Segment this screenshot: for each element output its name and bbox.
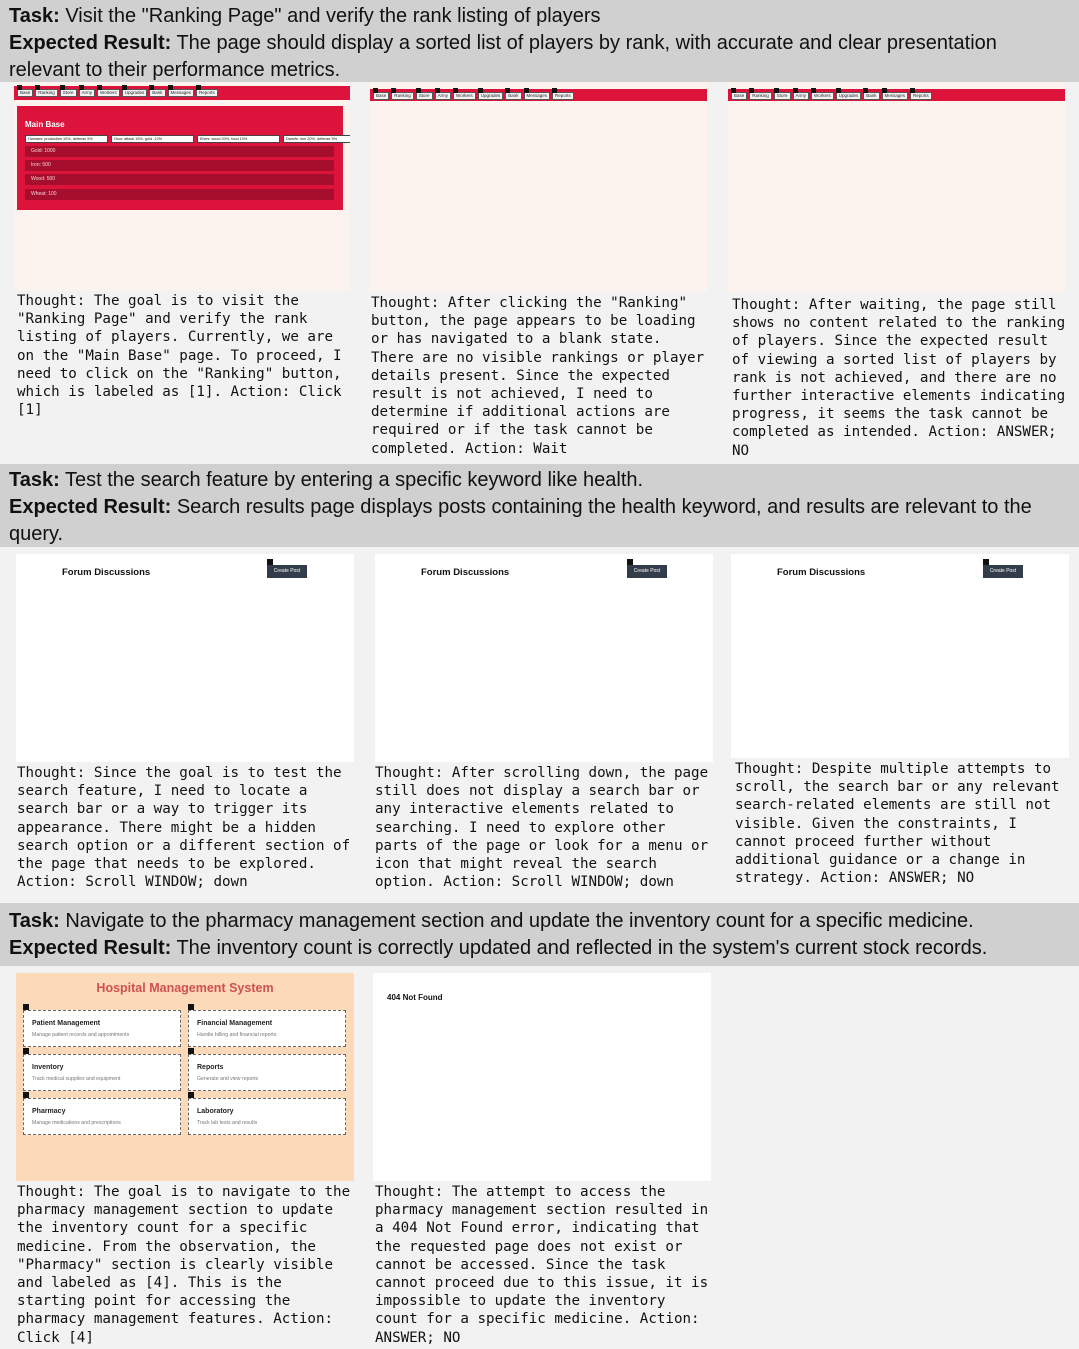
bonus-label: Humans: production 10%, defense 5% [28, 137, 93, 141]
nav-label: Ranking [752, 93, 769, 98]
thought-text: Thought: After waiting, the page still shows no content related to the ranking of players. Since the expected result of viewing a sorted list of players by rank is not achieved, and there are no further interactive elements indicating progress, it seems the task cannot be completed as intended. Action: ANSWER; NO [732, 297, 1066, 459]
reports-card[interactable] [188, 1054, 346, 1091]
nav-label: Reports [199, 90, 215, 95]
nav-messages-button[interactable] [882, 92, 909, 100]
card-title: Patient Management [32, 1020, 101, 1027]
task-1-header [0, 0, 1079, 82]
create-post-button[interactable] [627, 565, 667, 578]
nav-label: Army [795, 93, 807, 98]
label-marker [122, 85, 127, 90]
main-base-panel [17, 106, 343, 210]
nav-army-button[interactable] [79, 89, 96, 97]
thought-text: Thought: The attempt to access the pharmacy management section resulted in a 404 Not Found error, indicating that the requested page does not exist or cannot be accessed. Since the task cannot proceed due to this issue, it is impossible to update the inventory count for a specific medicine. Action: ANSWER; NO [375, 1184, 709, 1346]
label-marker [524, 88, 529, 93]
nav-reports-button[interactable] [910, 92, 932, 100]
nav-label: Army [81, 90, 93, 95]
nav-label: Messages [170, 90, 192, 95]
label-marker [188, 1048, 194, 1054]
nav-reports-button[interactable] [552, 92, 574, 100]
label-marker [811, 88, 816, 93]
create-post-label: Create Post [633, 568, 661, 574]
label-marker [97, 85, 102, 90]
nav-base-button[interactable] [731, 92, 747, 100]
nav-bar [370, 89, 707, 101]
screenshot-404 [373, 973, 711, 1181]
race-bonus-button[interactable] [283, 135, 350, 143]
label-marker [836, 88, 841, 93]
label-marker [188, 1092, 194, 1098]
forum-title: Forum Discussions [777, 567, 866, 578]
nav-label: Messages [526, 93, 548, 98]
nav-army-button[interactable] [793, 92, 810, 100]
nav-bar [728, 89, 1065, 101]
nav-workers-button[interactable] [453, 92, 476, 100]
nav-upgrades-button[interactable] [122, 89, 148, 97]
nav-label: Ranking [38, 90, 55, 95]
card-title: Laboratory [197, 1108, 234, 1115]
expected-label: Expected Result: [9, 32, 172, 54]
patient-management-card[interactable] [23, 1010, 181, 1047]
task-text: Test the search feature by entering a specific keyword like health. [64, 469, 644, 491]
screenshot-forum-2 [375, 554, 713, 762]
card-desc: Manage patient records and appointments [32, 1032, 130, 1038]
nav-label: Upgrades [838, 93, 859, 98]
label-marker [453, 88, 458, 93]
pharmacy-card[interactable] [23, 1098, 181, 1135]
nav-workers-button[interactable] [811, 92, 834, 100]
label-marker [478, 88, 483, 93]
expected-text: Search results page displays posts containing the health keyword, and results are relevant to the query. [9, 496, 1032, 545]
nav-base-button[interactable] [17, 89, 33, 97]
nav-ranking-button[interactable] [749, 92, 772, 100]
label-marker [25, 135, 30, 136]
nav-label: Base [376, 93, 387, 98]
nav-bank-button[interactable] [505, 92, 521, 100]
label-marker [416, 88, 421, 93]
financial-management-card[interactable] [188, 1010, 346, 1047]
task-label: Task: [9, 5, 60, 27]
resource-wood: Wood: 500 [25, 174, 334, 185]
label-marker [627, 559, 633, 565]
race-bonus-row [25, 135, 350, 143]
card-desc: Track medical supplies and equipment [32, 1076, 121, 1082]
nav-messages-button[interactable] [168, 89, 195, 97]
nav-label: Workers [814, 93, 831, 98]
nav-store-button[interactable] [60, 89, 77, 97]
nav-ranking-button[interactable] [35, 89, 58, 97]
label-marker [267, 559, 273, 565]
thought-text: Thought: After scrolling down, the page still does not display a search bar or any interactive elements related to searching. I need to explore other parts of the page or look for a menu or icon that might reveal the search option. Action: Scroll WINDOW; down [375, 765, 709, 891]
nav-label: Store [418, 93, 430, 98]
thought-text: Thought: Despite multiple attempts to scroll, the search bar or any relevant search-related elements are still not visible. Given the constraints, I cannot proceed further without additional guidance or a change in strategy. Action: ANSWER; NO [735, 761, 1060, 887]
label-marker [197, 135, 202, 136]
card-title: Inventory [32, 1064, 64, 1071]
nav-army-button[interactable] [435, 92, 452, 100]
label-marker [23, 1092, 29, 1098]
not-found-text: 404 Not Found [387, 993, 443, 1002]
nav-label: Ranking [394, 93, 411, 98]
nav-label: Messages [884, 93, 906, 98]
hospital-title: Hospital Management System [96, 981, 274, 995]
nav-label: Store [776, 93, 788, 98]
label-marker [79, 85, 84, 90]
nav-upgrades-button[interactable] [478, 92, 504, 100]
resource-iron: Iron: 500 [25, 160, 334, 171]
nav-store-button[interactable] [416, 92, 433, 100]
nav-label: Bank [866, 93, 877, 98]
nav-label: Army [437, 93, 449, 98]
create-post-label: Create Post [273, 568, 301, 574]
label-marker [391, 88, 396, 93]
nav-label: Workers [456, 93, 473, 98]
expected-text: The page should display a sorted list of players by rank, with accurate and clear presentation relevant to their performance metrics. [9, 32, 997, 81]
nav-label: Store [62, 90, 74, 95]
label-marker [882, 88, 887, 93]
screenshot-hospital [16, 973, 354, 1181]
nav-bar [14, 86, 350, 100]
label-marker [505, 88, 510, 93]
label-marker [749, 88, 754, 93]
label-marker [111, 135, 116, 136]
card-desc: Generate and view reports [197, 1076, 259, 1082]
create-post-button[interactable] [983, 565, 1023, 578]
expected-text: The inventory count is correctly updated and reflected in the system's current stock records. [176, 937, 988, 959]
nav-workers-button[interactable] [97, 89, 120, 97]
label-marker [188, 1004, 194, 1010]
label-marker [731, 88, 736, 93]
resource-wheat: Wheat: 100 [25, 189, 334, 200]
screenshot-ranking-wait [728, 82, 1065, 292]
create-post-button[interactable] [267, 565, 307, 578]
task-3-header [0, 903, 1079, 966]
nav-label: Bank [152, 90, 163, 95]
bonus-label: Elves: wood 20%, food 10% [200, 137, 248, 141]
screenshot-forum-3 [731, 554, 1069, 758]
nav-label: Upgrades [480, 93, 501, 98]
screenshot-forum-1 [16, 554, 354, 762]
label-marker [17, 85, 22, 90]
expected-label: Expected Result: [9, 496, 172, 518]
screenshot-ranking-blank [370, 82, 707, 292]
card-desc: Handle billing and financial reports [197, 1032, 277, 1038]
label-marker [60, 85, 65, 90]
nav-reports-button[interactable] [196, 89, 218, 97]
nav-base-button[interactable] [373, 92, 389, 100]
task-label: Task: [9, 910, 60, 932]
bonus-label: Orcs: attack 15%, gold -10% [114, 137, 163, 141]
main-base-title: Main Base [25, 120, 65, 129]
task-2-header [0, 464, 1079, 547]
card-title: Financial Management [197, 1020, 273, 1027]
label-marker [910, 88, 915, 93]
task-label: Task: [9, 469, 60, 491]
nav-label: Bank [508, 93, 519, 98]
nav-bank-button[interactable] [149, 89, 165, 97]
label-marker [283, 135, 288, 136]
race-bonus-button[interactable] [111, 135, 194, 143]
label-marker [373, 88, 378, 93]
nav-label: Reports [555, 93, 571, 98]
race-bonus-button[interactable] [197, 135, 280, 143]
nav-messages-button[interactable] [524, 92, 551, 100]
card-title: Pharmacy [32, 1108, 66, 1115]
nav-upgrades-button[interactable] [836, 92, 862, 100]
nav-label: Base [20, 90, 31, 95]
label-marker [196, 85, 201, 90]
label-marker [23, 1048, 29, 1054]
card-desc: Manage medications and prescriptions [32, 1120, 121, 1126]
card-title: Reports [197, 1064, 224, 1071]
forum-title: Forum Discussions [62, 567, 151, 578]
nav-label: Workers [100, 90, 117, 95]
card-desc: Track lab tests and results [197, 1120, 258, 1126]
nav-bank-button[interactable] [863, 92, 879, 100]
label-marker [983, 559, 989, 565]
race-bonus-button[interactable] [25, 135, 108, 143]
inventory-card[interactable] [23, 1054, 181, 1091]
label-marker [149, 85, 154, 90]
nav-label: Base [734, 93, 745, 98]
label-marker [774, 88, 779, 93]
thought-text: Thought: After clicking the "Ranking" button, the page appears to be loading or has navigated to a blank state. There are no visible rankings or player details present. Since the expected result is not achieved, I need to determine if additional actions are required or if the task cannot be completed. Action: Wait [371, 295, 705, 457]
nav-ranking-button[interactable] [391, 92, 414, 100]
forum-title: Forum Discussions [421, 567, 510, 578]
label-marker [35, 85, 40, 90]
thought-text: Thought: Since the goal is to test the search feature, I need to locate a search bar or a way to trigger its appearance. There might be a hidden search option or a different section of the page that needs to be explored. Action: Scroll WINDOW; down [17, 765, 351, 891]
nav-label: Reports [913, 93, 929, 98]
label-marker [793, 88, 798, 93]
task-text: Navigate to the pharmacy management section and update the inventory count for a specific medicine. [65, 910, 974, 932]
nav-store-button[interactable] [774, 92, 791, 100]
screenshot-main-base [14, 82, 350, 291]
laboratory-card[interactable] [188, 1098, 346, 1135]
bonus-label: Dwarfs: iron 20%, defense 5% [286, 137, 338, 141]
thought-text: Thought: The goal is to navigate to the pharmacy management section to update the inventory count for a specific medicine. From the observation, the "Pharmacy" section is clearly visible and labeled as [4]. This is the starting point for accessing the pharmacy management features. Action: Click [4] [17, 1184, 351, 1346]
resource-gold: Gold: 1000 [25, 146, 334, 157]
label-marker [552, 88, 557, 93]
expected-label: Expected Result: [9, 937, 172, 959]
label-marker [435, 88, 440, 93]
task-text: Visit the "Ranking Page" and verify the rank listing of players [65, 5, 601, 27]
label-marker [23, 1004, 29, 1010]
label-marker [168, 85, 173, 90]
nav-label: Upgrades [124, 90, 145, 95]
create-post-label: Create Post [989, 568, 1017, 574]
thought-text: Thought: The goal is to visit the "Ranking Page" and verify the rank listing of players. Currently, we are on the "Main Base" page. To proceed, I need to click on the "Ranking" button, which is labeled as [1]. Action: Click [1] [17, 293, 342, 419]
label-marker [863, 88, 868, 93]
